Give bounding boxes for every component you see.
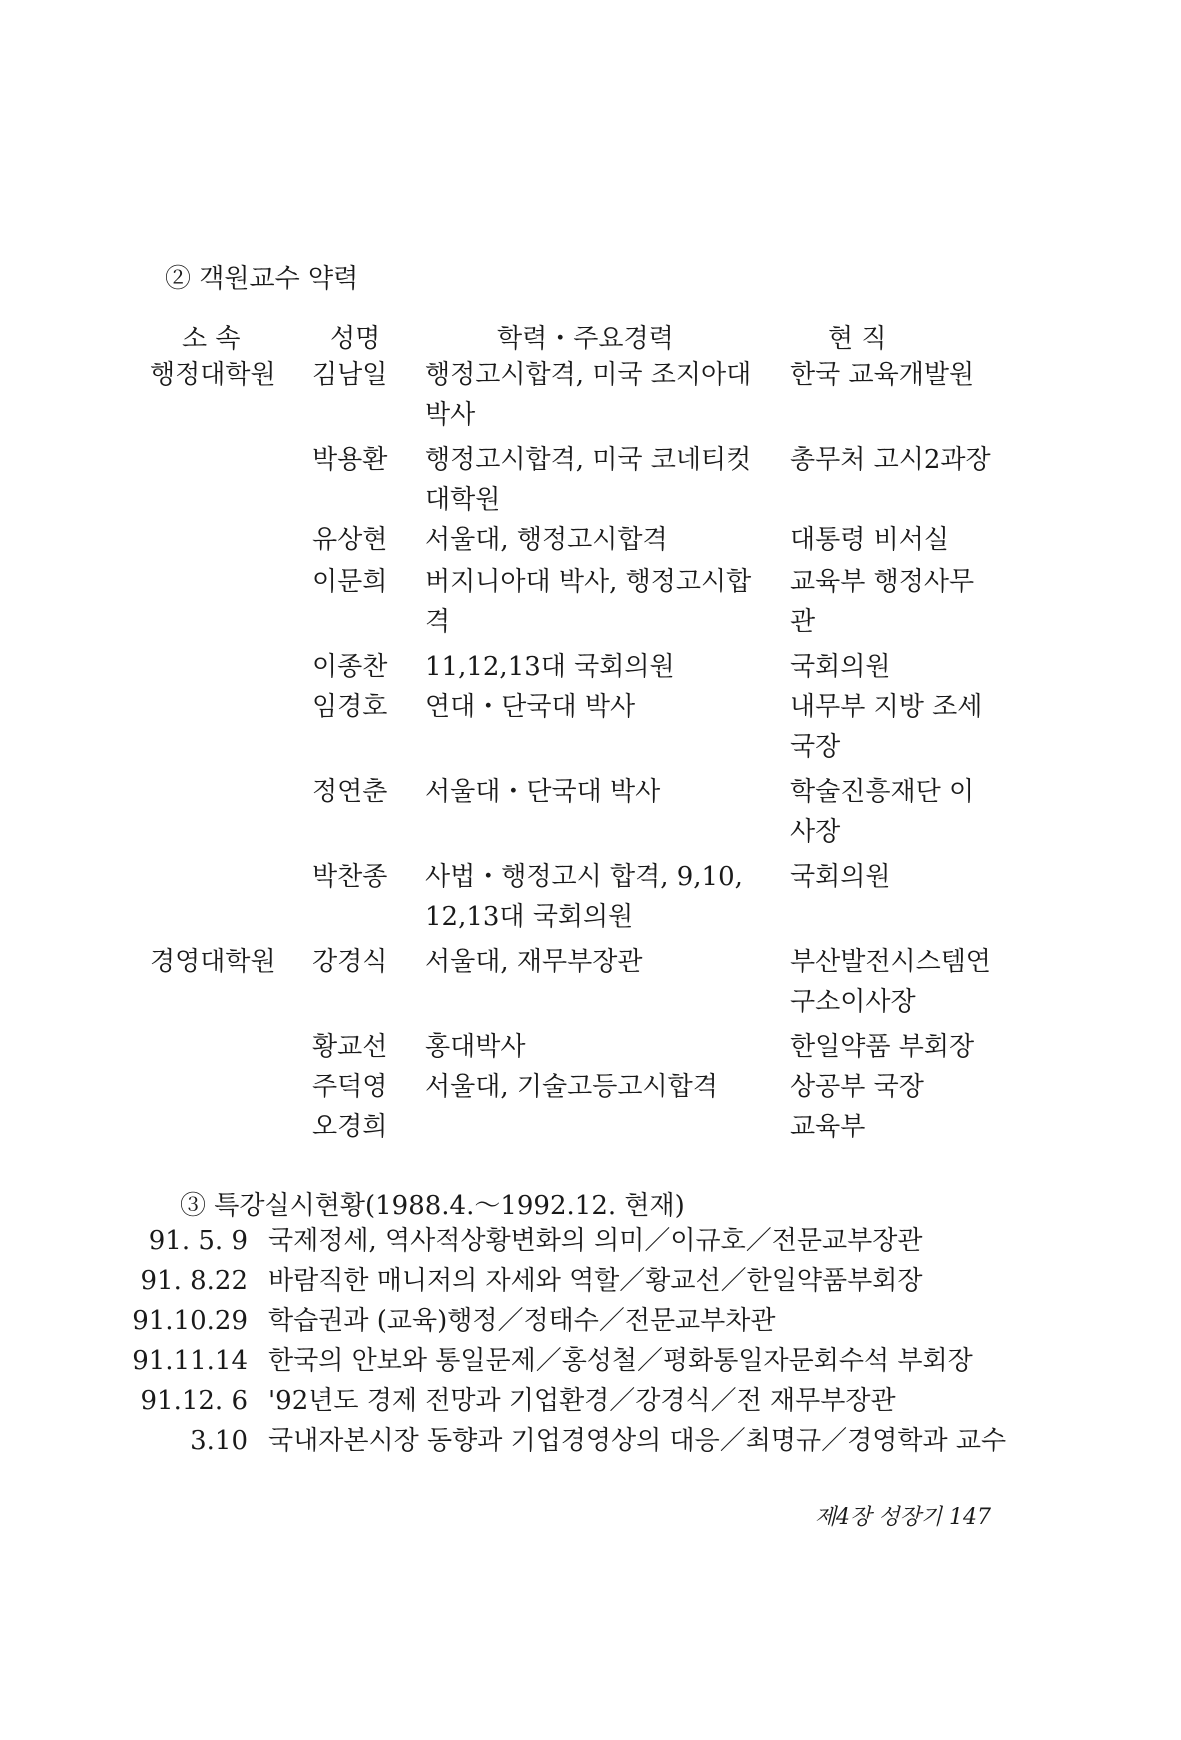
cell-name: 오경희 [312, 1112, 388, 1142]
header-name: 성명 [330, 324, 381, 354]
cell-current-line: 국회의원 [790, 652, 891, 682]
cell-current-line: 학술진흥재단 이 [790, 777, 975, 807]
cell-name: 이종찬 [312, 652, 388, 682]
cell-current-line: 총무처 고시2과장 [790, 445, 991, 475]
cell-current-line: 상공부 국장 [790, 1072, 924, 1102]
lecture-date: 91. 8.22 [140, 1266, 248, 1296]
cell-current-line: 한국 교육개발원 [790, 360, 975, 390]
lecture-item [128, 1422, 1006, 1460]
lecture-item [128, 1262, 922, 1300]
cell-affiliation: 경영대학원 [150, 947, 276, 977]
cell-career-line: 행정고시합격, 미국 코네티컷 [425, 445, 752, 475]
cell-name: 주덕영 [312, 1072, 388, 1102]
cell-career-line: 서울대, 재무부장관 [425, 947, 643, 977]
cell-current-line: 한일약품 부회장 [790, 1032, 975, 1062]
cell-current-line: 사장 [790, 817, 841, 847]
cell-career-line: 버지니아대 박사, 행정고시합 [425, 567, 752, 597]
cell-current-line: 관 [790, 607, 816, 637]
chapter-label: 제4장 성장기 [814, 1505, 942, 1530]
cell-name: 이문희 [312, 567, 388, 597]
section-2-title: ② 객원교수 약력 [165, 264, 359, 294]
cell-name: 정연춘 [312, 777, 388, 807]
cell-career-line: 11,12,13대 국회의원 [425, 652, 675, 682]
cell-current-line: 부산발전시스템연 [790, 947, 991, 977]
cell-career-line: 박사 [425, 400, 476, 430]
cell-name: 김남일 [312, 360, 388, 390]
lecture-item [128, 1382, 896, 1420]
cell-career-line: 12,13대 국회의원 [425, 902, 634, 932]
cell-career-line: 연대・단국대 박사 [425, 692, 636, 722]
lecture-date: 91. 5. 9 [148, 1226, 248, 1256]
cell-current-line: 대통령 비서실 [790, 525, 949, 555]
lecture-description: 국제정세, 역사적상황변화의 의미／이규호／전문교부장관 [268, 1226, 923, 1256]
cell-name: 박찬종 [312, 862, 388, 892]
header-affiliation: 소 속 [182, 324, 241, 354]
lecture-item [128, 1302, 776, 1340]
cell-current-line: 구소이사장 [790, 987, 916, 1017]
cell-name: 박용환 [312, 445, 388, 475]
lecture-date: 91.12. 6 [140, 1386, 248, 1416]
lecture-description: '92년도 경제 전망과 기업환경／강경식／전 재무부장관 [268, 1386, 896, 1416]
lecture-item [128, 1342, 973, 1380]
cell-career-line: 서울대, 기술고등고시합격 [425, 1072, 718, 1102]
cell-name: 임경호 [312, 692, 388, 722]
cell-name: 황교선 [312, 1032, 388, 1062]
lecture-description: 학습권과 (교육)행정／정태수／전문교부차관 [268, 1306, 776, 1336]
cell-career-line: 사법・행정고시 합격, 9,10, [425, 862, 743, 892]
cell-current-line: 국장 [790, 732, 841, 762]
lecture-date: 91.11.14 [132, 1346, 248, 1376]
cell-name: 유상현 [312, 525, 388, 555]
header-career: 학력・주요경력 [497, 324, 674, 354]
cell-career-line: 대학원 [425, 485, 501, 515]
cell-career-line: 격 [425, 607, 451, 637]
section-3-title: ③ 특강실시현황(1988.4.～1992.12. 현재) [180, 1191, 685, 1221]
cell-career-line: 홍대박사 [425, 1032, 526, 1062]
cell-career-line: 행정고시합격, 미국 조지아대 [425, 360, 752, 390]
page-number: 147 [949, 1505, 991, 1530]
cell-current-line: 교육부 행정사무 [790, 567, 975, 597]
lecture-description: 한국의 안보와 통일문제／홍성철／평화통일자문회수석 부회장 [268, 1346, 973, 1376]
page-footer [815, 1500, 991, 1531]
cell-affiliation: 행정대학원 [150, 360, 276, 390]
cell-career-line: 서울대, 행정고시합격 [425, 525, 668, 555]
cell-career-line: 서울대・단국대 박사 [425, 777, 661, 807]
lecture-item [128, 1222, 922, 1260]
cell-current-line: 내무부 지방 조세 [790, 692, 983, 722]
cell-name: 강경식 [312, 947, 388, 977]
lecture-date: 3.10 [190, 1426, 248, 1456]
cell-current-line: 국회의원 [790, 862, 891, 892]
lecture-description: 바람직한 매니저의 자세와 역할／황교선／한일약품부회장 [268, 1266, 923, 1296]
lecture-date: 91.10.29 [132, 1306, 248, 1336]
header-current-position: 현 직 [828, 324, 887, 354]
lecture-description: 국내자본시장 동향과 기업경영상의 대응／최명규／경영학과 교수 [268, 1426, 1007, 1456]
cell-current-line: 교육부 [790, 1112, 866, 1142]
